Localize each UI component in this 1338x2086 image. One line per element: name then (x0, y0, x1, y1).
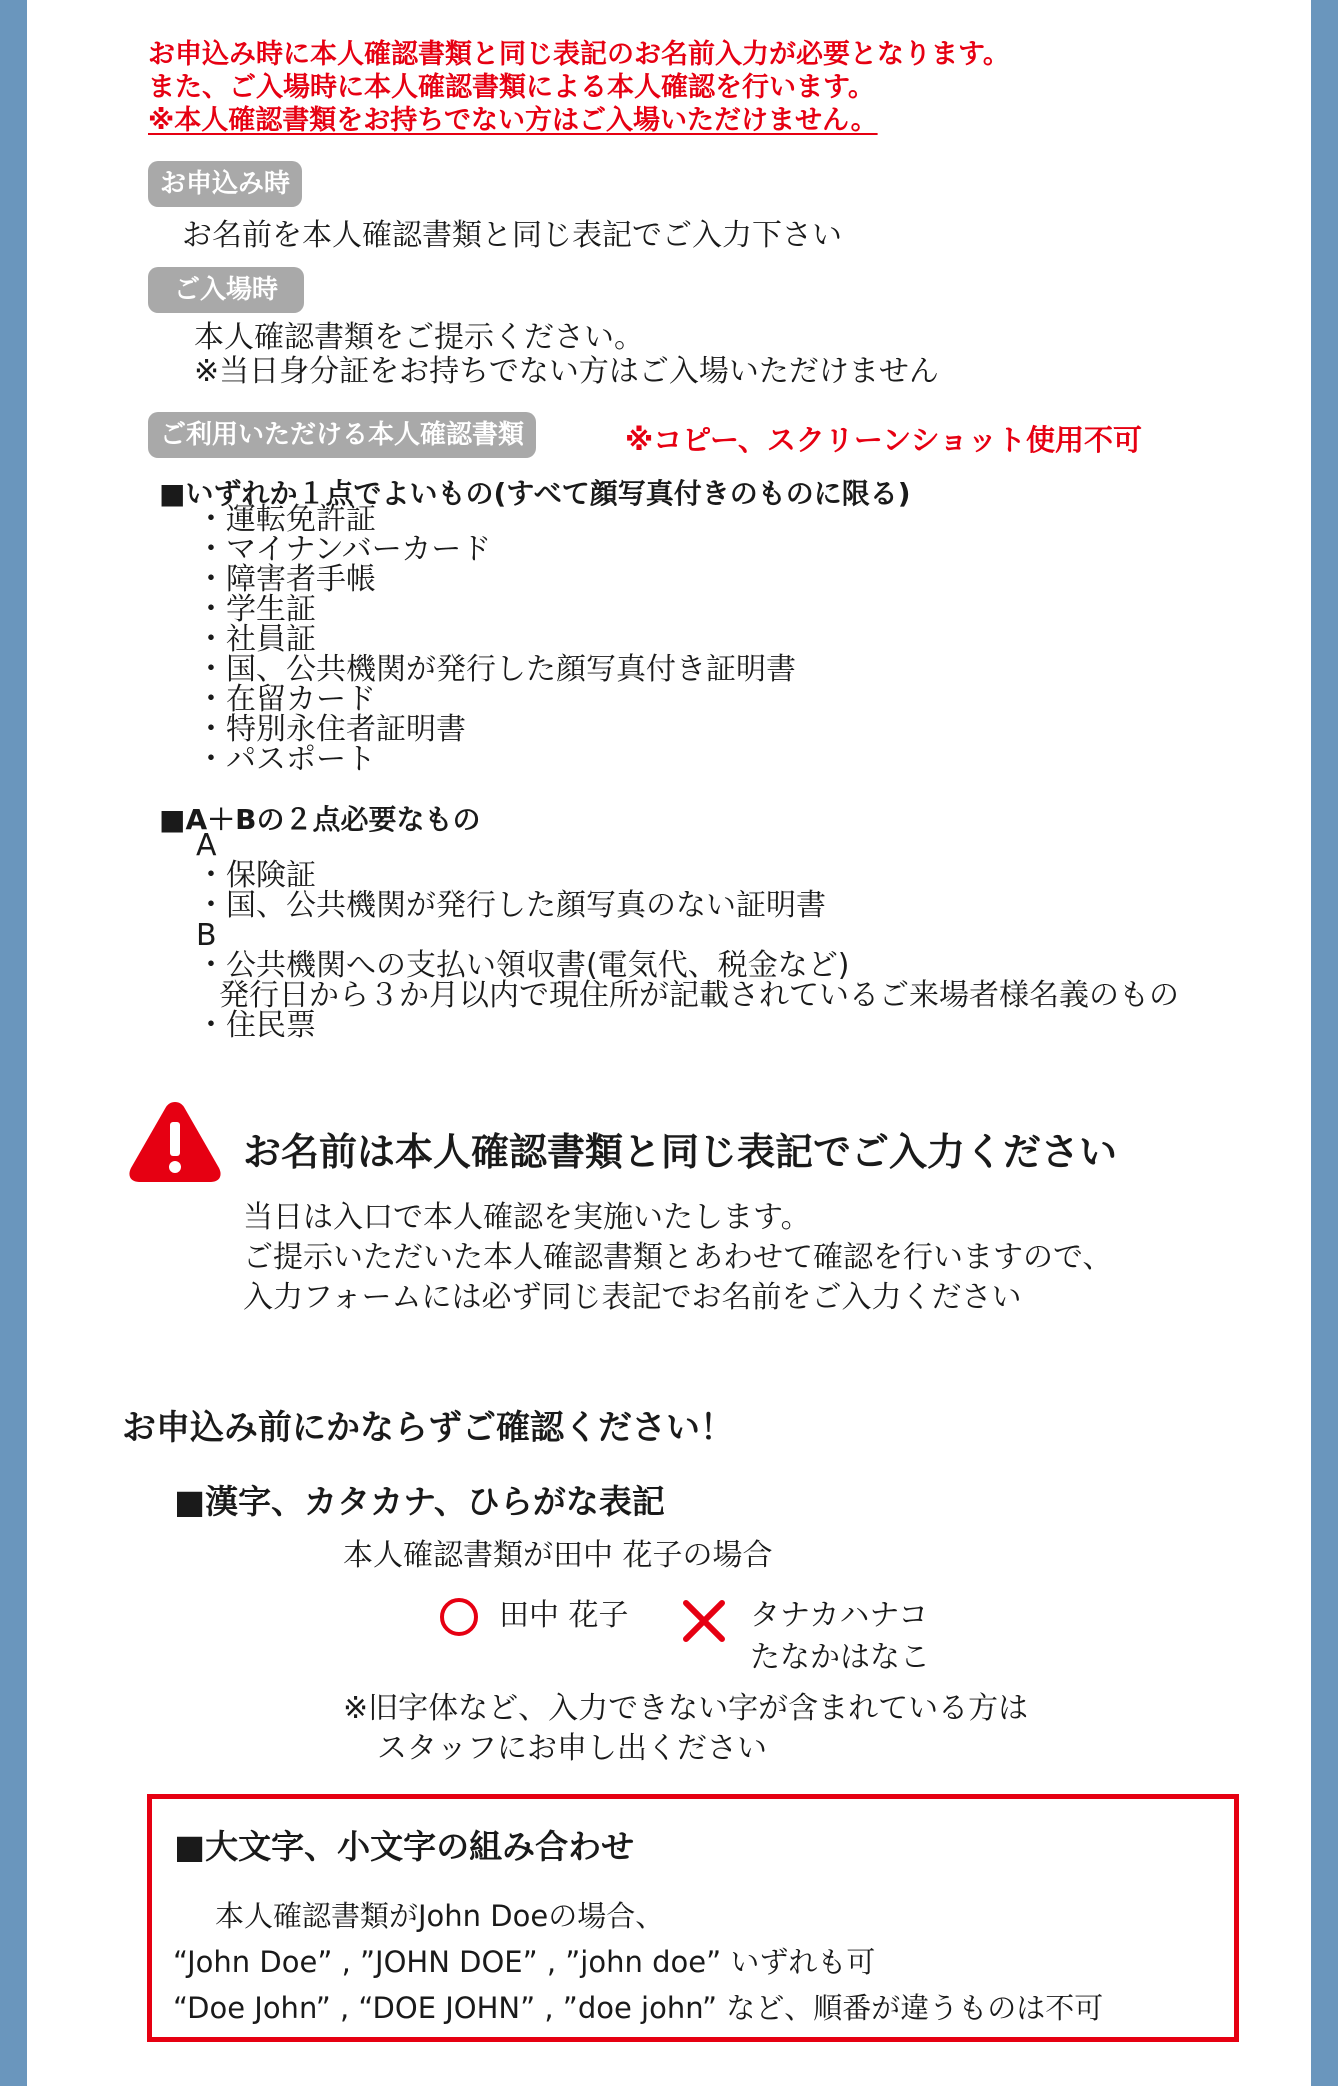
kanji-ok-value: 田中 花子 (499, 1598, 629, 1633)
alert-line-1: 当日は入口で本人確認を実施いたします。 (243, 1200, 811, 1235)
notice-line-2: また、ご入場時に本人確認書類による本人確認を行います。 (148, 72, 875, 103)
alert-line-3: 入力フォームには必ず同じ表記でお名前をご入力ください (243, 1280, 1022, 1315)
list-item: ・国、公共機関が発行した顔写真付き証明書 (196, 652, 796, 687)
list-item: ・保険証 (196, 858, 316, 893)
application-text: お名前を本人確認書類と同じ表記でご入力下さい (182, 218, 842, 253)
entry-label: ご入場時 (148, 267, 304, 313)
alert-body (243, 1198, 1112, 1318)
case-line-1: 本人確認書類がJohn Doeの場合、 (215, 1899, 665, 1933)
list-item: ・特別永住者証明書 (196, 712, 466, 747)
pair-docs-title: ■A＋Bの２点必要なもの (159, 803, 481, 836)
id-docs-label: ご利用いただける本人確認書類 (148, 412, 536, 458)
list-item: ・社員証 (196, 622, 316, 657)
case-title: ■大文字、小文字の組み合わせ (174, 1827, 635, 1866)
entry-text-2: ※当日身分証をお持ちでない方はご入場いただけません (194, 354, 939, 389)
cross-ng-icon (681, 1598, 727, 1644)
notice-line-1: お申込み時に本人確認書類と同じ表記のお名前入力が必要となります。 (148, 39, 1010, 70)
kanji-ng-value-1: タナカハナコ (750, 1598, 929, 1633)
list-item: ・国、公共機関が発行した顔写真のない証明書 (196, 888, 826, 923)
kanji-note-1: ※旧字体など、入力できない字が含まれている方は (343, 1691, 1029, 1726)
alert-line-2: ご提示いただいた本人確認書類とあわせて確認を行いますので、 (243, 1240, 1113, 1275)
case-line-3: “Doe John” , “DOE JOHN” , ”doe john” など、順番が違うものは不可 (173, 1991, 1104, 2025)
top-notice (148, 38, 1010, 137)
list-item: ・パスポート (196, 742, 376, 777)
application-label: お申込み時 (148, 161, 302, 207)
confirm-heading: お申込み前にかならずご確認ください！ (122, 1408, 734, 1448)
kanji-case-text: 本人確認書類が田中 花子の場合 (343, 1538, 773, 1573)
case-body (173, 1893, 1104, 2031)
pair-docs-list (187, 828, 1179, 1043)
notice-line-3: ※本人確認書類をお持ちでない方はご入場いただけません。 (148, 105, 878, 136)
list-item: ・在留カード (196, 682, 376, 717)
pair-b-label: B (196, 918, 217, 953)
case-line-2: “John Doe” , ”JOHN DOE” , ”john doe” いずれも可 (173, 1945, 876, 1979)
list-item: ・運転免許証 (196, 502, 376, 537)
single-docs-title: ■いずれか１点でよいもの(すべて顔写真付きのものに限る) (159, 477, 911, 510)
alert-heading: お名前は本人確認書類と同じ表記でご入力ください (243, 1130, 1118, 1174)
list-item: ・学生証 (196, 592, 316, 627)
circle-ok-icon (440, 1598, 478, 1636)
case-box (147, 1794, 1239, 2042)
list-item: ・障害者手帳 (196, 562, 376, 597)
list-item-continuation: 発行日から３か月以内で現住所が記載されているご来場者様名義のもの (219, 978, 1179, 1013)
list-item: ・マイナンバーカード (196, 532, 492, 567)
list-item: ・公共機関への支払い領収書(電気代、税金など) (196, 948, 850, 983)
kanji-title: ■漢字、カタカナ、ひらがな表記 (174, 1482, 665, 1521)
list-item: ・住民票 (196, 1008, 316, 1043)
single-docs-list (196, 502, 796, 777)
page (27, 0, 1311, 2086)
entry-text-1: 本人確認書類をご提示ください。 (194, 320, 644, 355)
kanji-ng-value-2: たなかはなこ (750, 1640, 930, 1675)
pair-a-label: A (196, 828, 217, 863)
kanji-note-2: スタッフにお申し出ください (377, 1731, 767, 1766)
id-docs-warning: ※コピー、スクリーンショット使用不可 (625, 423, 1142, 457)
warning-icon (127, 1098, 223, 1184)
